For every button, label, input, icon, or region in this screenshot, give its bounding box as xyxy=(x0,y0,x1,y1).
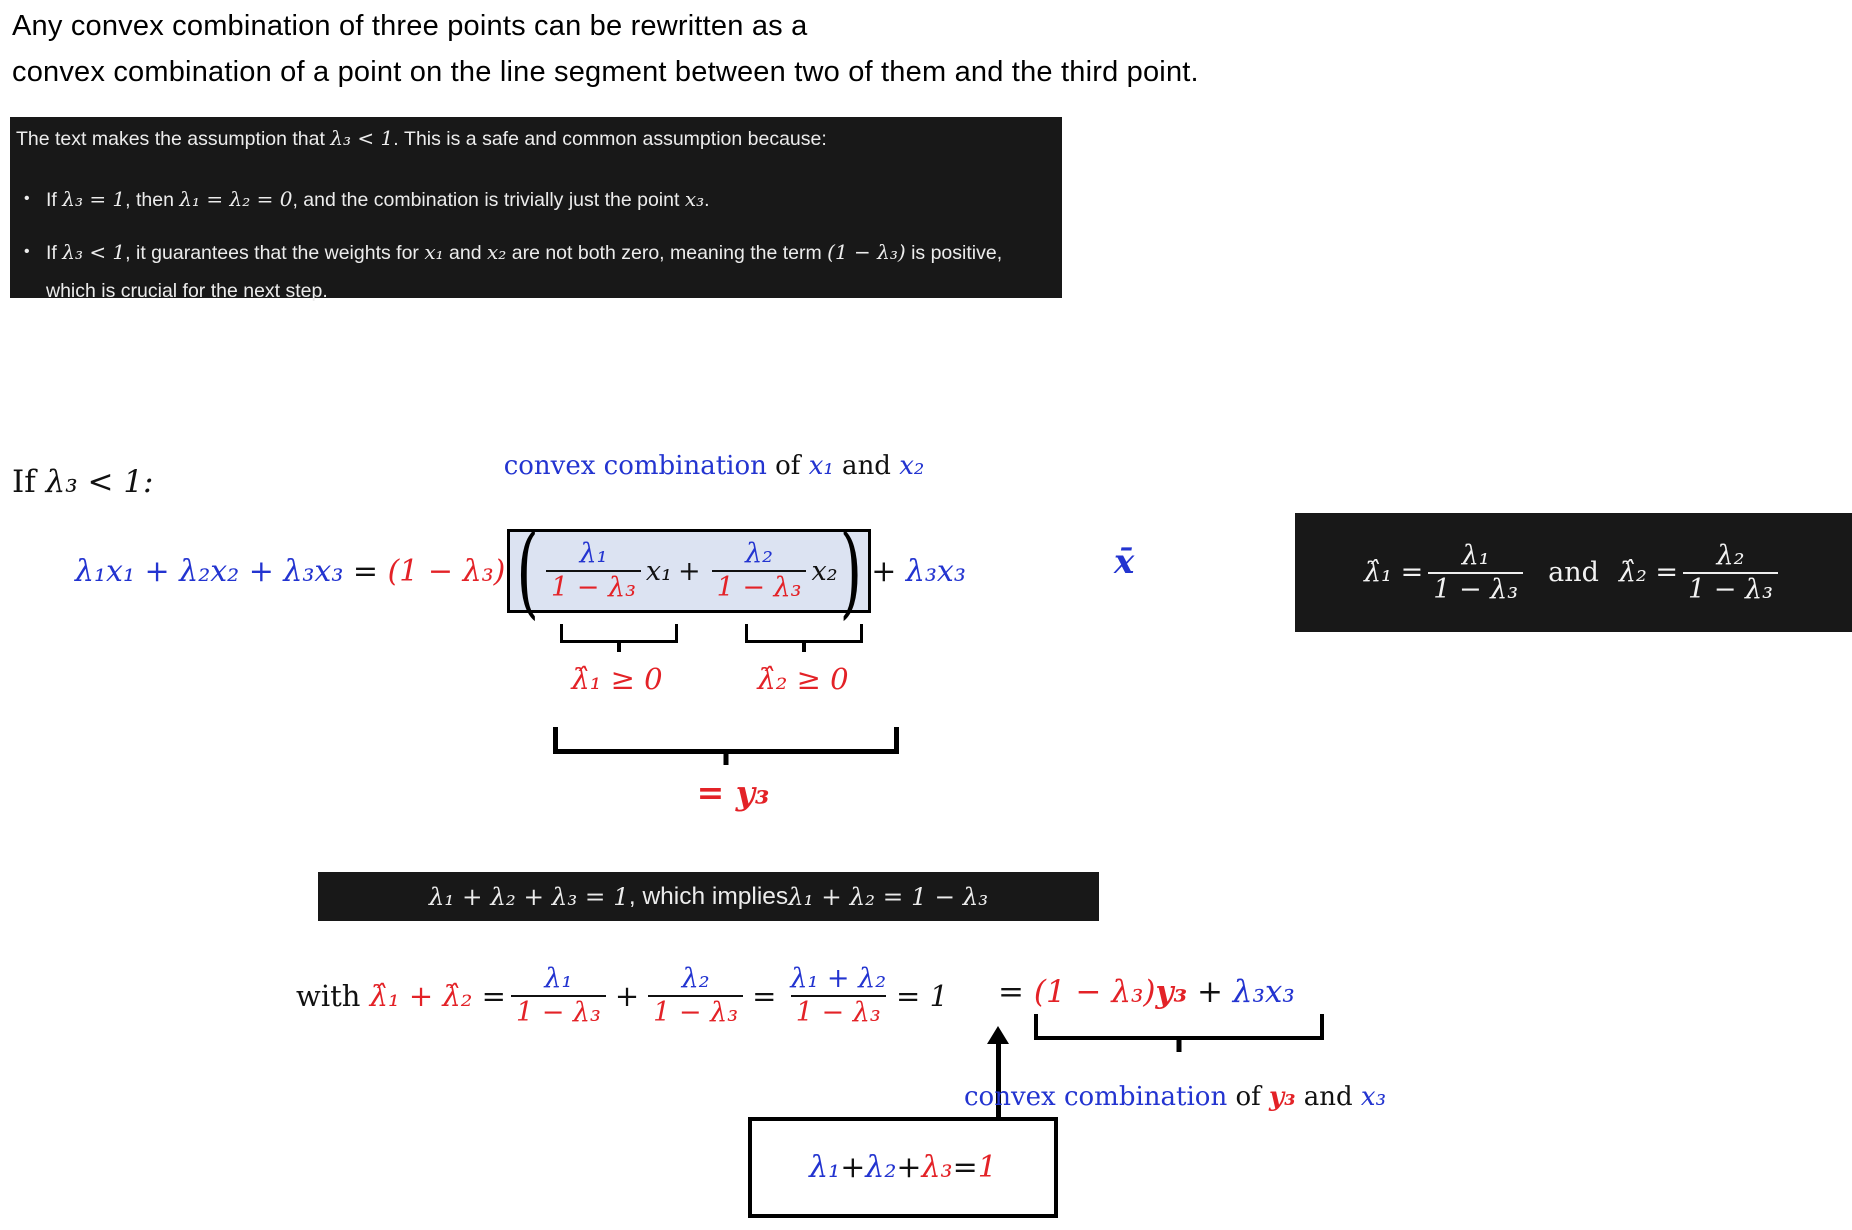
close-paren: ) xyxy=(839,512,863,630)
y3-equation: = y₃ xyxy=(696,773,770,812)
fraction-b xyxy=(648,963,743,1029)
xbar-symbol: x̄ xyxy=(1114,542,1135,582)
fraction-c xyxy=(785,963,891,1029)
fraction-denominator: 1 − λ₃ xyxy=(1428,572,1523,606)
fraction-a xyxy=(511,963,606,1029)
underbrace-tick xyxy=(617,640,621,652)
fraction-lambda1-white xyxy=(1428,540,1523,606)
assumption-bullets xyxy=(16,180,1050,310)
fraction-numerator: λ₁ xyxy=(1461,539,1490,571)
condition-label: If λ₃ < 1: xyxy=(12,464,154,500)
fraction-denominator: 1 − λ₃ xyxy=(511,995,606,1029)
title-line-2: convex combination of a point on the line segment between two of them and the third point. xyxy=(12,56,1199,88)
constraint-lambda1-nonneg: λ̂₁ ≥ 0 xyxy=(571,662,663,696)
plus-sign: + xyxy=(677,555,701,587)
underbrace-tick xyxy=(802,640,806,652)
bullet-marker: • xyxy=(24,190,30,207)
highlight-box xyxy=(507,512,871,630)
fraction-numerator: λ₁ xyxy=(579,538,608,570)
underbrace-tick xyxy=(724,749,729,765)
underbrace-convex-combo xyxy=(1034,1014,1324,1040)
x1-term: x₁ xyxy=(645,555,672,587)
assumption-panel xyxy=(10,117,1062,302)
fraction-denominator: 1 − λ₃ xyxy=(546,570,641,604)
fraction-denominator: 1 − λ₃ xyxy=(648,995,743,1029)
with-lead: with λ̂₁ + λ̂₂ = xyxy=(296,979,506,1013)
with-tail: = 1 xyxy=(896,979,949,1013)
bullet-marker: • xyxy=(24,243,30,260)
fraction-numerator: λ₂ xyxy=(1716,539,1745,571)
fraction-denominator: 1 − λ₃ xyxy=(791,995,886,1029)
with-equation xyxy=(296,942,948,1050)
sum-identity-strip: λ₁ + λ₂ + λ₃ = 1 , which implies λ₁ + λ₂ = 1 − λ₃ xyxy=(318,872,1099,921)
fraction-numerator: λ₂ xyxy=(681,963,710,995)
fraction-lambda2-white xyxy=(1683,540,1778,606)
result-equation: = (1 − λ₃)y₃ + λ₃x₃ xyxy=(998,974,1295,1010)
lambda1-hat-lead: λ̂₁ = xyxy=(1364,557,1424,588)
constraint-lambda2-nonneg: λ̂₂ ≥ 0 xyxy=(757,662,849,696)
fraction-numerator: λ₁ xyxy=(544,963,573,995)
fraction-denominator: 1 − λ₃ xyxy=(712,570,807,604)
open-paren: ( xyxy=(516,512,539,630)
fraction-numerator: λ₂ xyxy=(745,538,773,570)
equation-tail: + λ₃x₃ xyxy=(871,553,966,589)
assumption-intro: The text makes the assumption that λ₃ < 1. This is a safe and common assumption because: xyxy=(16,126,827,150)
underbrace-lambda2 xyxy=(745,624,863,643)
fraction-denominator: 1 − λ₃ xyxy=(1683,572,1778,606)
combo-label-x1x2: convex combination of x₁ and x₂ xyxy=(503,451,925,481)
sum-constraint-box: λ₁ + λ₂ + λ₃ = 1 xyxy=(748,1117,1058,1218)
bullet-item-2 xyxy=(16,233,1050,310)
and-word: and xyxy=(1548,557,1599,588)
fraction-numerator: λ₁ + λ₂ xyxy=(790,963,887,995)
bullet-text: If λ₃ < 1, it guarantees that the weights for x₁ and x₂ are not both zero, meaning the term (1 − λ₃) is positive, which is crucial for the next step. xyxy=(46,240,1003,302)
x2-term: x₂ xyxy=(811,555,838,587)
plus-sign: + xyxy=(614,979,640,1013)
title-line-1: Any convex combination of three points can be rewritten as a xyxy=(12,10,808,42)
fraction-lambda2 xyxy=(712,538,807,604)
underbrace-y3 xyxy=(553,727,899,754)
underbrace-lambda1 xyxy=(560,624,678,643)
lambda-hat-definitions-panel xyxy=(1295,513,1852,632)
fraction-lambda1 xyxy=(546,538,641,604)
underbrace-tick xyxy=(1177,1036,1182,1052)
lambda2-hat-lead: λ̂₂ = xyxy=(1618,557,1679,588)
bullet-item-1 xyxy=(16,180,1050,219)
combo-label-y3x3: convex combination of y₃ and x₃ xyxy=(963,1082,1387,1112)
equation-lhs: λ₁x₁ + λ₂x₂ + λ₃x₃ = (1 − λ₃) xyxy=(75,553,506,589)
bullet-text: If λ₃ = 1, then λ₁ = λ₂ = 0, and the combination is trivially just the point x₃. xyxy=(46,187,710,211)
main-equation xyxy=(75,505,966,637)
equals-sign: = xyxy=(752,979,777,1013)
